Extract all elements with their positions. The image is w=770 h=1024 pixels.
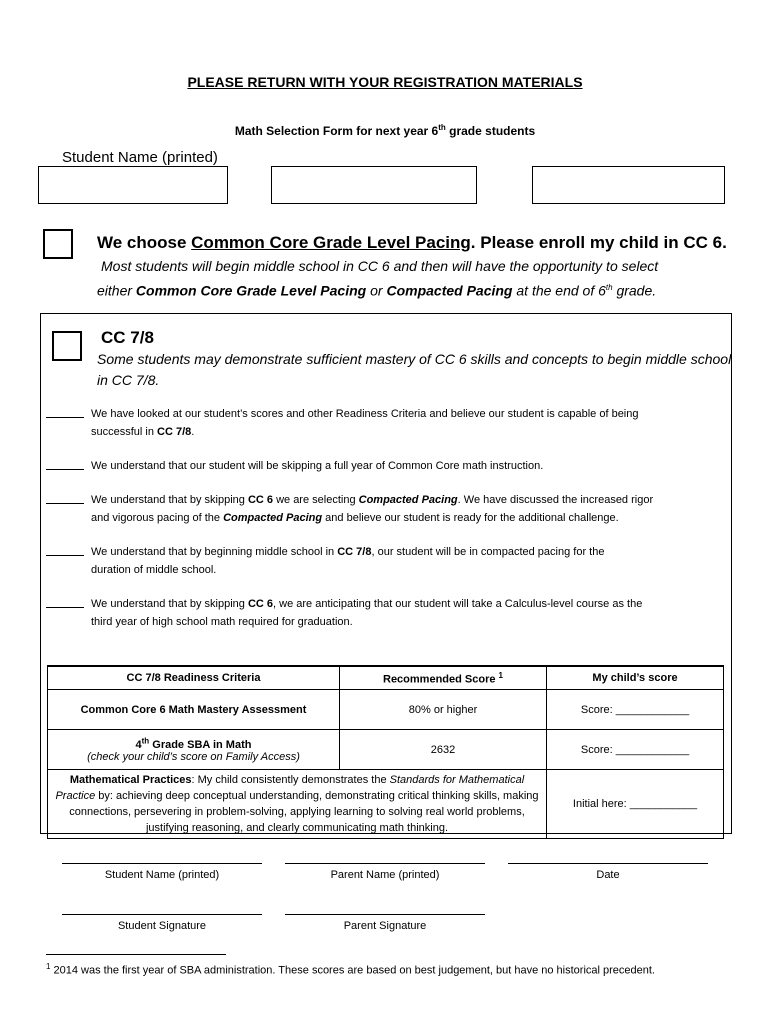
subtitle-sup: th <box>438 123 446 132</box>
ack-initial-blank[interactable] <box>46 405 84 418</box>
ack4-l1-post: , our student will be in compacted pacing for the <box>371 546 605 558</box>
student-name-field-2[interactable] <box>271 166 477 204</box>
practices-a: : My child consistently demonstrates the <box>191 774 390 786</box>
practices-b: by: achieving deep conceptual understanding, demonstrating critical thinking skills, making connections, persevering in problem-solving, applying learning to solving real world problems, justifying reasoning, and clearly communicating math thinking. <box>69 790 539 834</box>
ack3-l1-mid: we are selecting <box>273 494 359 506</box>
cc6-desc-bold2: Compacted Pacing <box>386 282 513 299</box>
table-header-row <box>48 666 724 690</box>
cc6-title-post: . Please enroll my child in CC 6. <box>470 233 727 252</box>
table-row <box>48 690 724 730</box>
cc6-title-underlined: Common Core Grade Level Pacing <box>191 233 471 252</box>
parent-name-line[interactable] <box>285 863 485 864</box>
ack2-text: We understand that our student will be skipping a full year of Common Core math instruction. <box>91 460 544 472</box>
parent-signature-label: Parent Signature <box>343 920 427 932</box>
cc6-title-pre: We choose <box>97 233 192 252</box>
date-line[interactable] <box>508 863 708 864</box>
cc6-checkbox[interactable] <box>43 229 73 259</box>
practices-cell <box>48 770 547 839</box>
student-name-printed-label: Student Name (printed) <box>104 869 220 881</box>
cc6-desc-end-post: grade. <box>612 282 657 299</box>
cc6-desc-sup: th <box>605 283 613 292</box>
readiness-criteria-table <box>47 665 724 839</box>
cc6-desc-end: at the end of 6 <box>512 282 606 299</box>
cc6-description-line2 <box>97 277 656 302</box>
date-label: Date <box>596 869 620 881</box>
ack1-bold: CC 7/8 <box>157 426 192 438</box>
ack-item-4 <box>46 543 726 583</box>
page-title: PLEASE RETURN WITH YOUR REGISTRATION MATERIALS <box>187 74 583 90</box>
student-name-line[interactable] <box>62 863 262 864</box>
ack-text <box>91 595 681 631</box>
ack4-l1-pre: We understand that by beginning middle school in <box>91 546 338 558</box>
ack-initial-blank[interactable] <box>46 457 84 470</box>
ack3-l1-pre: We understand that by skipping <box>91 494 248 506</box>
table-row <box>48 730 724 770</box>
ack-item-1 <box>46 405 726 445</box>
sba-note: (check your child’s score on Family Access) <box>87 750 300 763</box>
ack-initial-blank[interactable] <box>46 543 84 556</box>
ack3-l2-pre: and vigorous pacing of the <box>91 512 224 524</box>
footnote <box>46 962 655 977</box>
col-header-criteria: CC 7/8 Readiness Criteria <box>48 666 340 690</box>
cc78-title: CC 7/8 <box>101 328 154 347</box>
ack3-l2-bi: Compacted Pacing <box>223 512 323 524</box>
ack1-end: . <box>191 426 195 438</box>
footnote-text: 2014 was the first year of SBA administration. These scores are based on best judgement, but have no historical precedent. <box>50 964 655 977</box>
footnote-divider <box>46 954 226 955</box>
ack5-l1-bold: CC 6 <box>247 598 274 610</box>
ack-item-3 <box>46 491 726 531</box>
cc6-desc-mid: or <box>366 282 387 299</box>
sba-sup: th <box>141 736 150 746</box>
cc6-description-line1: Most students will begin middle school in CC 6 and then will have the opportunity to select <box>101 258 659 274</box>
ack4-l1-bold: CC 7/8 <box>337 546 372 558</box>
footnote-marker: 1 <box>46 962 51 971</box>
sba-post: Grade SBA in Math <box>149 738 252 751</box>
student-name-field-1[interactable] <box>38 166 228 204</box>
recommended-cell: 80% or higher <box>340 690 547 730</box>
ack5-l1-pre: We understand that by skipping <box>91 598 248 610</box>
ack1-line1: We have looked at our student’s scores and other Readiness Criteria and believe our student is capable of being <box>91 408 639 420</box>
ack3-l1-post: . We have discussed the increased rigor <box>457 494 654 506</box>
cc6-desc-bold1: Common Core Grade Level Pacing <box>135 282 367 299</box>
student-signature-label: Student Signature <box>117 920 207 932</box>
ack5-l1-post: , we are anticipating that our student will take a Calculus-level course as the <box>273 598 643 610</box>
ack-initial-blank[interactable] <box>46 595 84 608</box>
recommended-cell: 2632 <box>340 730 547 770</box>
parent-name-printed-label: Parent Name (printed) <box>330 869 440 881</box>
initial-field[interactable]: Initial here: ___________ <box>547 770 724 839</box>
practices-bold: Mathematical Practices <box>69 774 192 786</box>
ack1-line2: successful in <box>91 426 158 438</box>
student-name-field-3[interactable] <box>532 166 725 204</box>
ack-text <box>91 405 681 441</box>
cc6-desc-pre: either <box>97 282 136 299</box>
col2-sup: 1 <box>498 670 503 680</box>
sba-pre: 4 <box>135 738 142 751</box>
table-row <box>48 770 724 839</box>
parent-signature-line[interactable] <box>285 914 485 915</box>
cc78-checkbox[interactable] <box>52 331 82 361</box>
cc78-description-line1: Some students may demonstrate sufficient mastery of CC 6 skills and concepts to begin middle school <box>97 351 732 367</box>
ack-initial-blank[interactable] <box>46 491 84 504</box>
score-field[interactable]: Score: ____________ <box>547 730 724 770</box>
form-subtitle <box>0 123 770 138</box>
cc78-description-line2: in CC 7/8. <box>97 372 160 388</box>
ack3-l1-bold: CC 6 <box>247 494 274 506</box>
score-field[interactable]: Score: ____________ <box>547 690 724 730</box>
ack-item-2 <box>46 457 726 477</box>
ack-text <box>91 491 681 527</box>
ack-text <box>91 543 681 579</box>
ack3-l2-post: and believe our student is ready for the additional challenge. <box>322 512 619 524</box>
ack3-l1-bi: Compacted Pacing <box>358 494 458 506</box>
col2-label: Recommended Score <box>383 673 496 686</box>
practices-ital: Standards for Mathematical Practice <box>55 774 525 802</box>
ack4-l2: duration of middle school. <box>91 564 217 576</box>
cc6-option-title <box>97 233 727 253</box>
ack-item-5 <box>46 595 726 635</box>
col-header-recommended <box>340 666 547 690</box>
student-name-label: Student Name (printed) <box>62 149 218 166</box>
ack5-l2: third year of high school math required for graduation. <box>91 616 353 628</box>
subtitle-text: Math Selection Form for next year 6 <box>234 124 439 138</box>
student-signature-line[interactable] <box>62 914 262 915</box>
criteria-cell <box>48 730 340 770</box>
criteria-cell: Common Core 6 Math Mastery Assessment <box>48 690 340 730</box>
col-header-my-score: My child’s score <box>547 666 724 690</box>
subtitle-text-end: grade students <box>445 124 536 138</box>
